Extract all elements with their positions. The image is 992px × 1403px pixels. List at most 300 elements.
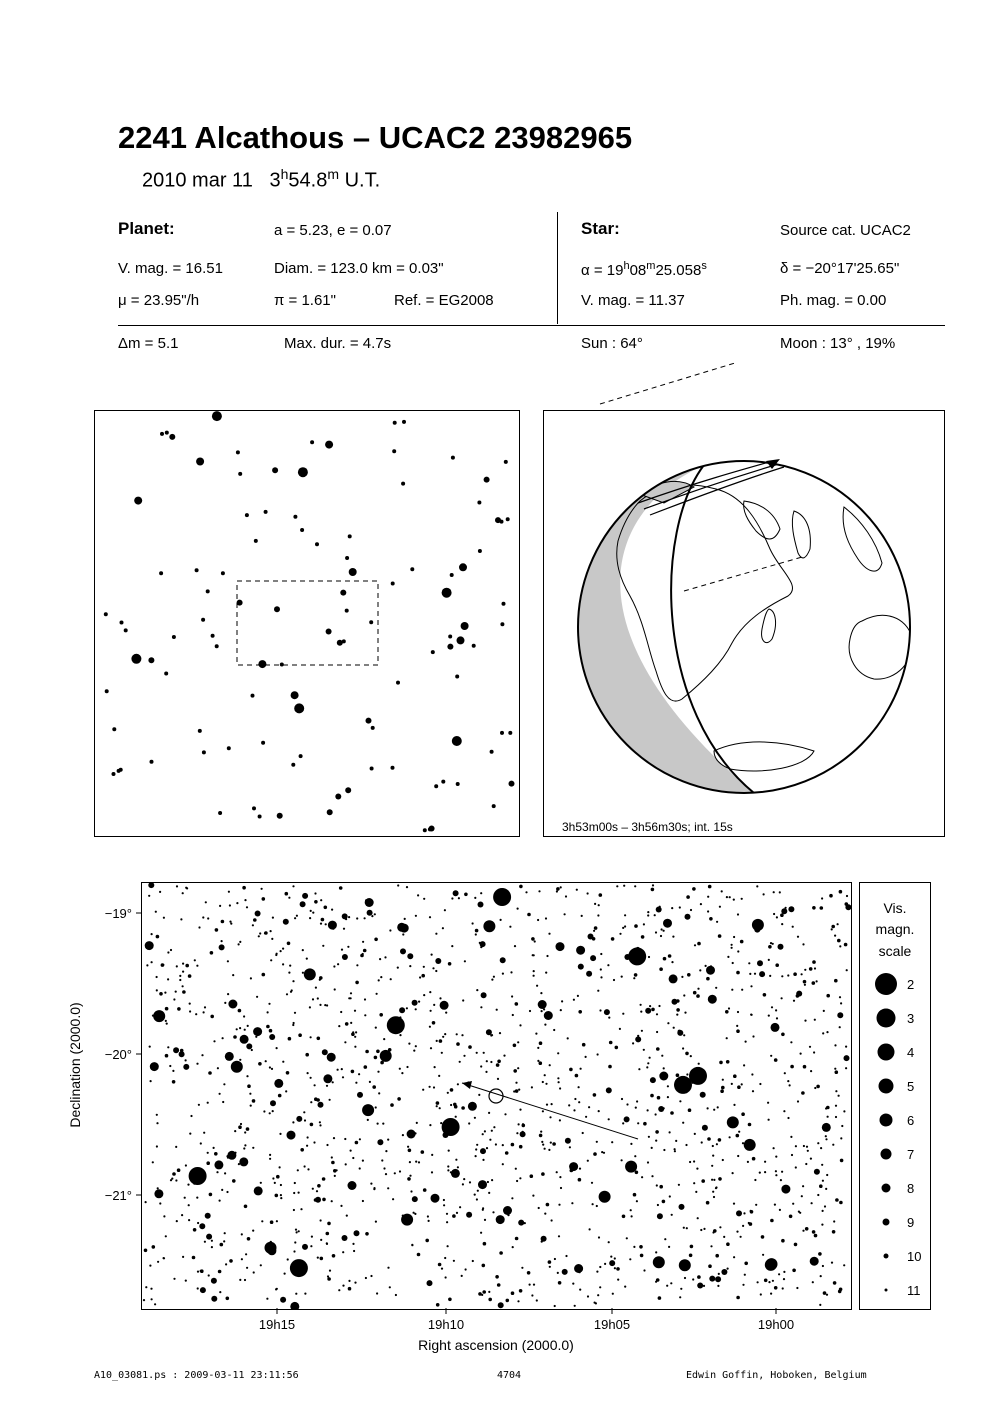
chart-star bbox=[436, 1101, 440, 1105]
chart-star bbox=[317, 997, 319, 999]
chart-star bbox=[246, 1267, 248, 1269]
chart-star bbox=[817, 1194, 819, 1196]
chart-star bbox=[145, 1286, 147, 1288]
chart-star bbox=[731, 989, 733, 991]
chart-star bbox=[443, 1132, 449, 1138]
chart-star bbox=[637, 1035, 639, 1037]
chart-star bbox=[636, 1100, 638, 1102]
chart-star bbox=[718, 1273, 720, 1275]
chart-star bbox=[598, 1110, 600, 1112]
chart-star bbox=[378, 1092, 380, 1094]
chart-star bbox=[677, 1030, 683, 1036]
finder-star bbox=[274, 606, 280, 612]
chart-star bbox=[682, 1122, 684, 1124]
finder-star bbox=[442, 588, 452, 598]
chart-star bbox=[387, 1267, 389, 1269]
chart-star bbox=[478, 902, 484, 908]
chart-star bbox=[540, 992, 542, 994]
chart-star bbox=[415, 1045, 417, 1047]
chart-star bbox=[314, 1097, 318, 1101]
chart-star bbox=[421, 1150, 425, 1154]
chart-star bbox=[803, 980, 807, 984]
chart-star bbox=[156, 976, 158, 978]
chart-star bbox=[159, 992, 163, 996]
finder-star bbox=[258, 660, 266, 668]
chart-star bbox=[670, 1111, 674, 1115]
chart-star bbox=[374, 938, 378, 942]
chart-star bbox=[656, 907, 662, 913]
chart-star bbox=[541, 1172, 545, 1176]
chart-star bbox=[208, 1071, 212, 1075]
chart-star bbox=[322, 1049, 328, 1055]
chart-star bbox=[676, 1008, 680, 1012]
finder-star bbox=[450, 573, 454, 577]
chart-star bbox=[839, 996, 841, 998]
chart-star bbox=[711, 1165, 713, 1167]
chart-star bbox=[781, 908, 787, 914]
chart-star bbox=[672, 999, 678, 1005]
chart-star bbox=[315, 987, 317, 989]
chart-star bbox=[721, 890, 723, 892]
chart-star bbox=[579, 1289, 581, 1291]
finder-star bbox=[298, 467, 308, 477]
chart-star bbox=[512, 1246, 514, 1248]
chart-star bbox=[663, 957, 667, 961]
chart-star bbox=[773, 891, 775, 893]
asia-outline bbox=[843, 507, 882, 571]
chart-star bbox=[239, 1059, 241, 1061]
chart-star bbox=[465, 1268, 467, 1270]
chart-star bbox=[578, 964, 584, 970]
chart-star bbox=[342, 1285, 344, 1287]
chart-star bbox=[781, 923, 783, 925]
chart-star bbox=[215, 928, 219, 932]
chart-star bbox=[694, 944, 696, 946]
chart-star bbox=[348, 916, 350, 918]
chart-star bbox=[310, 1245, 312, 1247]
chart-star bbox=[311, 1236, 313, 1238]
chart-star bbox=[410, 1190, 412, 1192]
chart-star bbox=[711, 1179, 713, 1181]
chart-star bbox=[345, 1022, 349, 1026]
chart-star bbox=[716, 1143, 718, 1145]
chart-star bbox=[550, 1142, 552, 1144]
chart-star bbox=[640, 1254, 644, 1258]
chart-star bbox=[731, 947, 733, 949]
chart-star bbox=[649, 1005, 651, 1007]
chart-star bbox=[483, 920, 495, 932]
chart-star bbox=[336, 1169, 338, 1171]
chart-star bbox=[356, 964, 358, 966]
magnitude-drop: Δm = 5.1 bbox=[118, 335, 179, 352]
chart-star bbox=[740, 940, 744, 944]
chart-star bbox=[238, 1009, 242, 1013]
chart-star bbox=[688, 1108, 692, 1112]
chart-star bbox=[604, 1263, 606, 1265]
chart-star bbox=[429, 991, 431, 993]
chart-star bbox=[719, 906, 721, 908]
chart-star bbox=[331, 909, 333, 911]
chart-star bbox=[775, 963, 779, 967]
chart-star bbox=[272, 1110, 274, 1112]
chart-star bbox=[469, 1181, 471, 1183]
chart-star bbox=[464, 960, 466, 962]
chart-star bbox=[712, 1145, 714, 1147]
chart-star bbox=[484, 1219, 486, 1221]
chart-star bbox=[598, 1236, 600, 1238]
chart-star bbox=[227, 960, 229, 962]
legend-title-line: magn. bbox=[875, 921, 915, 937]
chart-star bbox=[752, 1035, 754, 1037]
chart-star bbox=[307, 1168, 309, 1170]
chart-star bbox=[742, 1284, 744, 1286]
chart-star bbox=[196, 965, 198, 967]
chart-star bbox=[803, 1065, 807, 1069]
chart-star bbox=[436, 1105, 438, 1107]
finder-star bbox=[506, 517, 510, 521]
finder-star bbox=[264, 510, 268, 514]
chart-star bbox=[423, 966, 425, 968]
chart-star bbox=[519, 885, 523, 889]
chart-star bbox=[814, 1019, 816, 1021]
chart-star bbox=[513, 1044, 517, 1048]
chart-star bbox=[687, 973, 691, 977]
chart-star bbox=[445, 1012, 447, 1014]
chart-star bbox=[211, 1296, 217, 1302]
chart-star bbox=[708, 995, 717, 1004]
chart-star bbox=[481, 992, 487, 998]
chart-star bbox=[324, 906, 328, 910]
chart-star bbox=[733, 899, 735, 901]
chart-star bbox=[243, 1147, 245, 1149]
chart-star bbox=[837, 1012, 843, 1018]
chart-star bbox=[775, 1174, 777, 1176]
chart-star bbox=[546, 1203, 550, 1207]
chart-star bbox=[505, 1151, 509, 1155]
chart-star bbox=[634, 973, 638, 977]
chart-star bbox=[493, 976, 495, 978]
chart-star bbox=[659, 906, 661, 908]
chart-star bbox=[394, 1172, 396, 1174]
finder-star bbox=[131, 654, 141, 664]
chart-star bbox=[536, 985, 538, 987]
finder-star bbox=[391, 766, 395, 770]
chart-star bbox=[571, 1202, 573, 1204]
chart-star bbox=[370, 1183, 372, 1185]
chart-star bbox=[660, 935, 662, 937]
chart-star bbox=[423, 1188, 427, 1192]
chart-star bbox=[788, 906, 794, 912]
chart-star bbox=[802, 1230, 804, 1232]
chart-star bbox=[697, 1275, 701, 1279]
chart-star bbox=[557, 1052, 559, 1054]
finder-star bbox=[401, 482, 405, 486]
chart-star bbox=[251, 1049, 253, 1051]
chart-star bbox=[812, 1281, 814, 1283]
chart-star bbox=[822, 1032, 824, 1034]
chart-star bbox=[821, 897, 823, 899]
finder-star bbox=[254, 539, 258, 543]
chart-star bbox=[415, 1008, 417, 1010]
chart-star bbox=[715, 987, 717, 989]
chart-star bbox=[182, 963, 184, 965]
chart-star bbox=[664, 1238, 666, 1240]
chart-star bbox=[291, 989, 293, 991]
chart-star bbox=[145, 1201, 147, 1203]
finder-star bbox=[369, 620, 373, 624]
chart-star bbox=[202, 916, 204, 918]
chart-star bbox=[327, 1277, 331, 1281]
chart-star bbox=[428, 1220, 430, 1222]
chart-star bbox=[678, 1184, 680, 1186]
finder-star bbox=[237, 600, 243, 606]
chart-star bbox=[709, 917, 713, 921]
chart-star bbox=[238, 1163, 240, 1165]
chart-star bbox=[579, 1168, 581, 1170]
chart-star bbox=[348, 1280, 350, 1282]
chart-star bbox=[317, 1257, 319, 1259]
finder-star bbox=[508, 731, 512, 735]
chart-star bbox=[244, 1144, 246, 1146]
chart-star bbox=[261, 888, 263, 890]
chart-star bbox=[742, 1225, 744, 1227]
finder-star bbox=[392, 449, 396, 453]
chart-star bbox=[152, 1245, 156, 1249]
chart-star bbox=[151, 961, 153, 963]
chart-star bbox=[253, 1027, 262, 1036]
chart-star bbox=[472, 1260, 474, 1262]
chart-star bbox=[450, 1088, 454, 1092]
chart-star bbox=[569, 1068, 573, 1072]
chart-star bbox=[463, 1178, 465, 1180]
chart-star bbox=[252, 1099, 256, 1103]
chart-star bbox=[611, 1141, 613, 1143]
chart-star bbox=[189, 1003, 191, 1005]
chart-star bbox=[599, 1191, 611, 1203]
planet-vmag: V. mag. = 16.51 bbox=[118, 260, 223, 277]
chart-star bbox=[700, 903, 702, 905]
chart-star bbox=[737, 1011, 739, 1013]
chart-star bbox=[304, 968, 316, 980]
chart-star bbox=[354, 1230, 360, 1236]
chart-star bbox=[324, 1004, 326, 1006]
chart-star bbox=[255, 911, 261, 917]
finder-star bbox=[206, 589, 210, 593]
chart-star bbox=[600, 968, 602, 970]
chart-star bbox=[705, 965, 707, 967]
chart-star bbox=[348, 1287, 352, 1291]
chart-star bbox=[427, 1215, 429, 1217]
chart-star bbox=[752, 1157, 756, 1161]
chart-star bbox=[176, 885, 178, 887]
event-date: 2010 mar 11 bbox=[142, 169, 253, 192]
chart-star bbox=[446, 1221, 448, 1223]
chart-star bbox=[752, 1090, 754, 1092]
chart-star bbox=[314, 900, 318, 904]
chart-star bbox=[635, 1036, 641, 1042]
chart-star bbox=[655, 1130, 659, 1134]
chart-star bbox=[293, 1022, 295, 1024]
star-chart-field bbox=[142, 883, 851, 1309]
chart-star bbox=[159, 891, 161, 893]
chart-star bbox=[448, 1298, 452, 1302]
finder-star bbox=[500, 520, 504, 524]
chart-star bbox=[431, 1194, 440, 1203]
chart-star bbox=[729, 1136, 731, 1138]
chart-star bbox=[810, 1070, 812, 1072]
chart-star bbox=[609, 1041, 613, 1045]
chart-star bbox=[320, 923, 322, 925]
chart-star bbox=[569, 1146, 571, 1148]
chart-star bbox=[736, 1025, 738, 1027]
chart-star bbox=[565, 895, 567, 897]
chart-star bbox=[244, 899, 246, 901]
chart-star bbox=[300, 901, 306, 907]
chart-star bbox=[764, 1279, 768, 1283]
chart-star bbox=[451, 897, 453, 899]
chart-star bbox=[300, 1148, 304, 1152]
finder-star bbox=[429, 826, 435, 832]
chart-star bbox=[576, 946, 585, 955]
chart-star bbox=[812, 960, 816, 964]
finder-star bbox=[134, 497, 142, 505]
finder-star bbox=[104, 612, 108, 616]
chart-star bbox=[773, 913, 775, 915]
chart-star bbox=[354, 1046, 356, 1048]
chart-star bbox=[185, 1059, 187, 1061]
chart-star bbox=[148, 895, 150, 897]
finder-star bbox=[251, 694, 255, 698]
legend-star-symbol bbox=[875, 973, 897, 995]
chart-star bbox=[538, 1207, 540, 1209]
chart-star bbox=[826, 1106, 830, 1110]
chart-star bbox=[515, 1237, 519, 1241]
chart-star bbox=[567, 1037, 569, 1039]
chart-star bbox=[239, 1027, 241, 1029]
chart-star bbox=[731, 944, 733, 946]
chart-star bbox=[226, 1297, 230, 1301]
chart-star bbox=[637, 1122, 639, 1124]
chart-star bbox=[599, 1286, 601, 1288]
chart-star bbox=[480, 892, 482, 894]
chart-star bbox=[803, 1145, 805, 1147]
chart-star bbox=[736, 971, 740, 975]
chart-star bbox=[148, 883, 154, 888]
chart-star bbox=[385, 1173, 387, 1175]
chart-star bbox=[807, 1150, 809, 1152]
chart-star bbox=[372, 1085, 376, 1089]
chart-star bbox=[776, 916, 778, 918]
chart-star bbox=[442, 1036, 444, 1038]
chart-star bbox=[435, 933, 437, 935]
chart-star bbox=[661, 1055, 663, 1057]
finder-star bbox=[348, 534, 352, 538]
finder-star bbox=[340, 590, 346, 596]
chart-star bbox=[427, 1280, 433, 1286]
chart-star bbox=[839, 1026, 841, 1028]
alpha-seconds: 25.058 bbox=[655, 262, 702, 279]
chart-star bbox=[761, 1235, 765, 1239]
chart-star bbox=[727, 1268, 729, 1270]
chart-star bbox=[809, 967, 813, 971]
chart-star bbox=[292, 980, 294, 982]
legend-star-symbol bbox=[877, 1009, 896, 1028]
chart-star bbox=[210, 951, 214, 955]
finder-star bbox=[291, 763, 295, 767]
chart-star bbox=[782, 1287, 784, 1289]
chart-star bbox=[354, 1282, 356, 1284]
chart-star bbox=[343, 928, 345, 930]
chart-star bbox=[319, 1121, 321, 1123]
chart-star bbox=[679, 1204, 685, 1210]
chart-star bbox=[690, 1245, 694, 1249]
chart-star bbox=[377, 1071, 379, 1073]
chart-star bbox=[244, 1205, 248, 1209]
chart-star bbox=[496, 1215, 505, 1224]
finder-star bbox=[172, 635, 176, 639]
finder-star bbox=[345, 556, 349, 560]
chart-star bbox=[401, 1214, 413, 1226]
finder-star bbox=[300, 528, 304, 532]
chart-star bbox=[399, 1034, 401, 1036]
chart-star bbox=[500, 957, 506, 963]
chart-star bbox=[796, 1287, 798, 1289]
chart-star bbox=[679, 1259, 691, 1271]
finder-star bbox=[215, 644, 219, 648]
chart-star bbox=[596, 1141, 598, 1143]
chart-star bbox=[442, 927, 444, 929]
chart-star bbox=[175, 1179, 177, 1181]
chart-star bbox=[592, 937, 596, 941]
chart-star bbox=[784, 1072, 786, 1074]
chart-star bbox=[345, 918, 347, 920]
chart-star bbox=[457, 1083, 459, 1085]
chart-star bbox=[643, 1269, 645, 1271]
chart-star bbox=[726, 1060, 730, 1064]
arabia-outline bbox=[744, 501, 780, 539]
chart-star bbox=[821, 1224, 823, 1226]
asteroid-path-arrow bbox=[462, 1081, 472, 1089]
chart-star bbox=[551, 1219, 553, 1221]
magnitude-legend bbox=[859, 882, 931, 1310]
planet-motion: μ = 23.95"/h bbox=[118, 292, 200, 309]
chart-star bbox=[334, 1175, 336, 1177]
chart-star bbox=[380, 1050, 392, 1062]
chart-star bbox=[597, 1053, 599, 1055]
finder-star bbox=[261, 741, 265, 745]
chart-star bbox=[708, 885, 712, 889]
chart-star bbox=[183, 1064, 189, 1070]
chart-star bbox=[558, 1281, 562, 1285]
earth-globe bbox=[544, 411, 944, 836]
chart-star bbox=[726, 1242, 730, 1246]
chart-star bbox=[781, 1171, 783, 1173]
chart-star bbox=[228, 1000, 237, 1009]
x-tick-label: 19h10 bbox=[427, 1317, 465, 1332]
chart-star bbox=[668, 1246, 670, 1248]
chart-star bbox=[554, 1258, 556, 1260]
chart-star bbox=[693, 1160, 695, 1162]
chart-star bbox=[448, 962, 452, 966]
chart-star bbox=[451, 945, 453, 947]
chart-star bbox=[741, 1112, 745, 1116]
chart-star bbox=[313, 1141, 315, 1143]
planet-header: Planet: bbox=[118, 219, 175, 238]
chart-star bbox=[309, 1006, 311, 1008]
chart-star bbox=[400, 948, 406, 954]
chart-star bbox=[657, 1213, 663, 1219]
x-tick-label: 19h05 bbox=[593, 1317, 631, 1332]
